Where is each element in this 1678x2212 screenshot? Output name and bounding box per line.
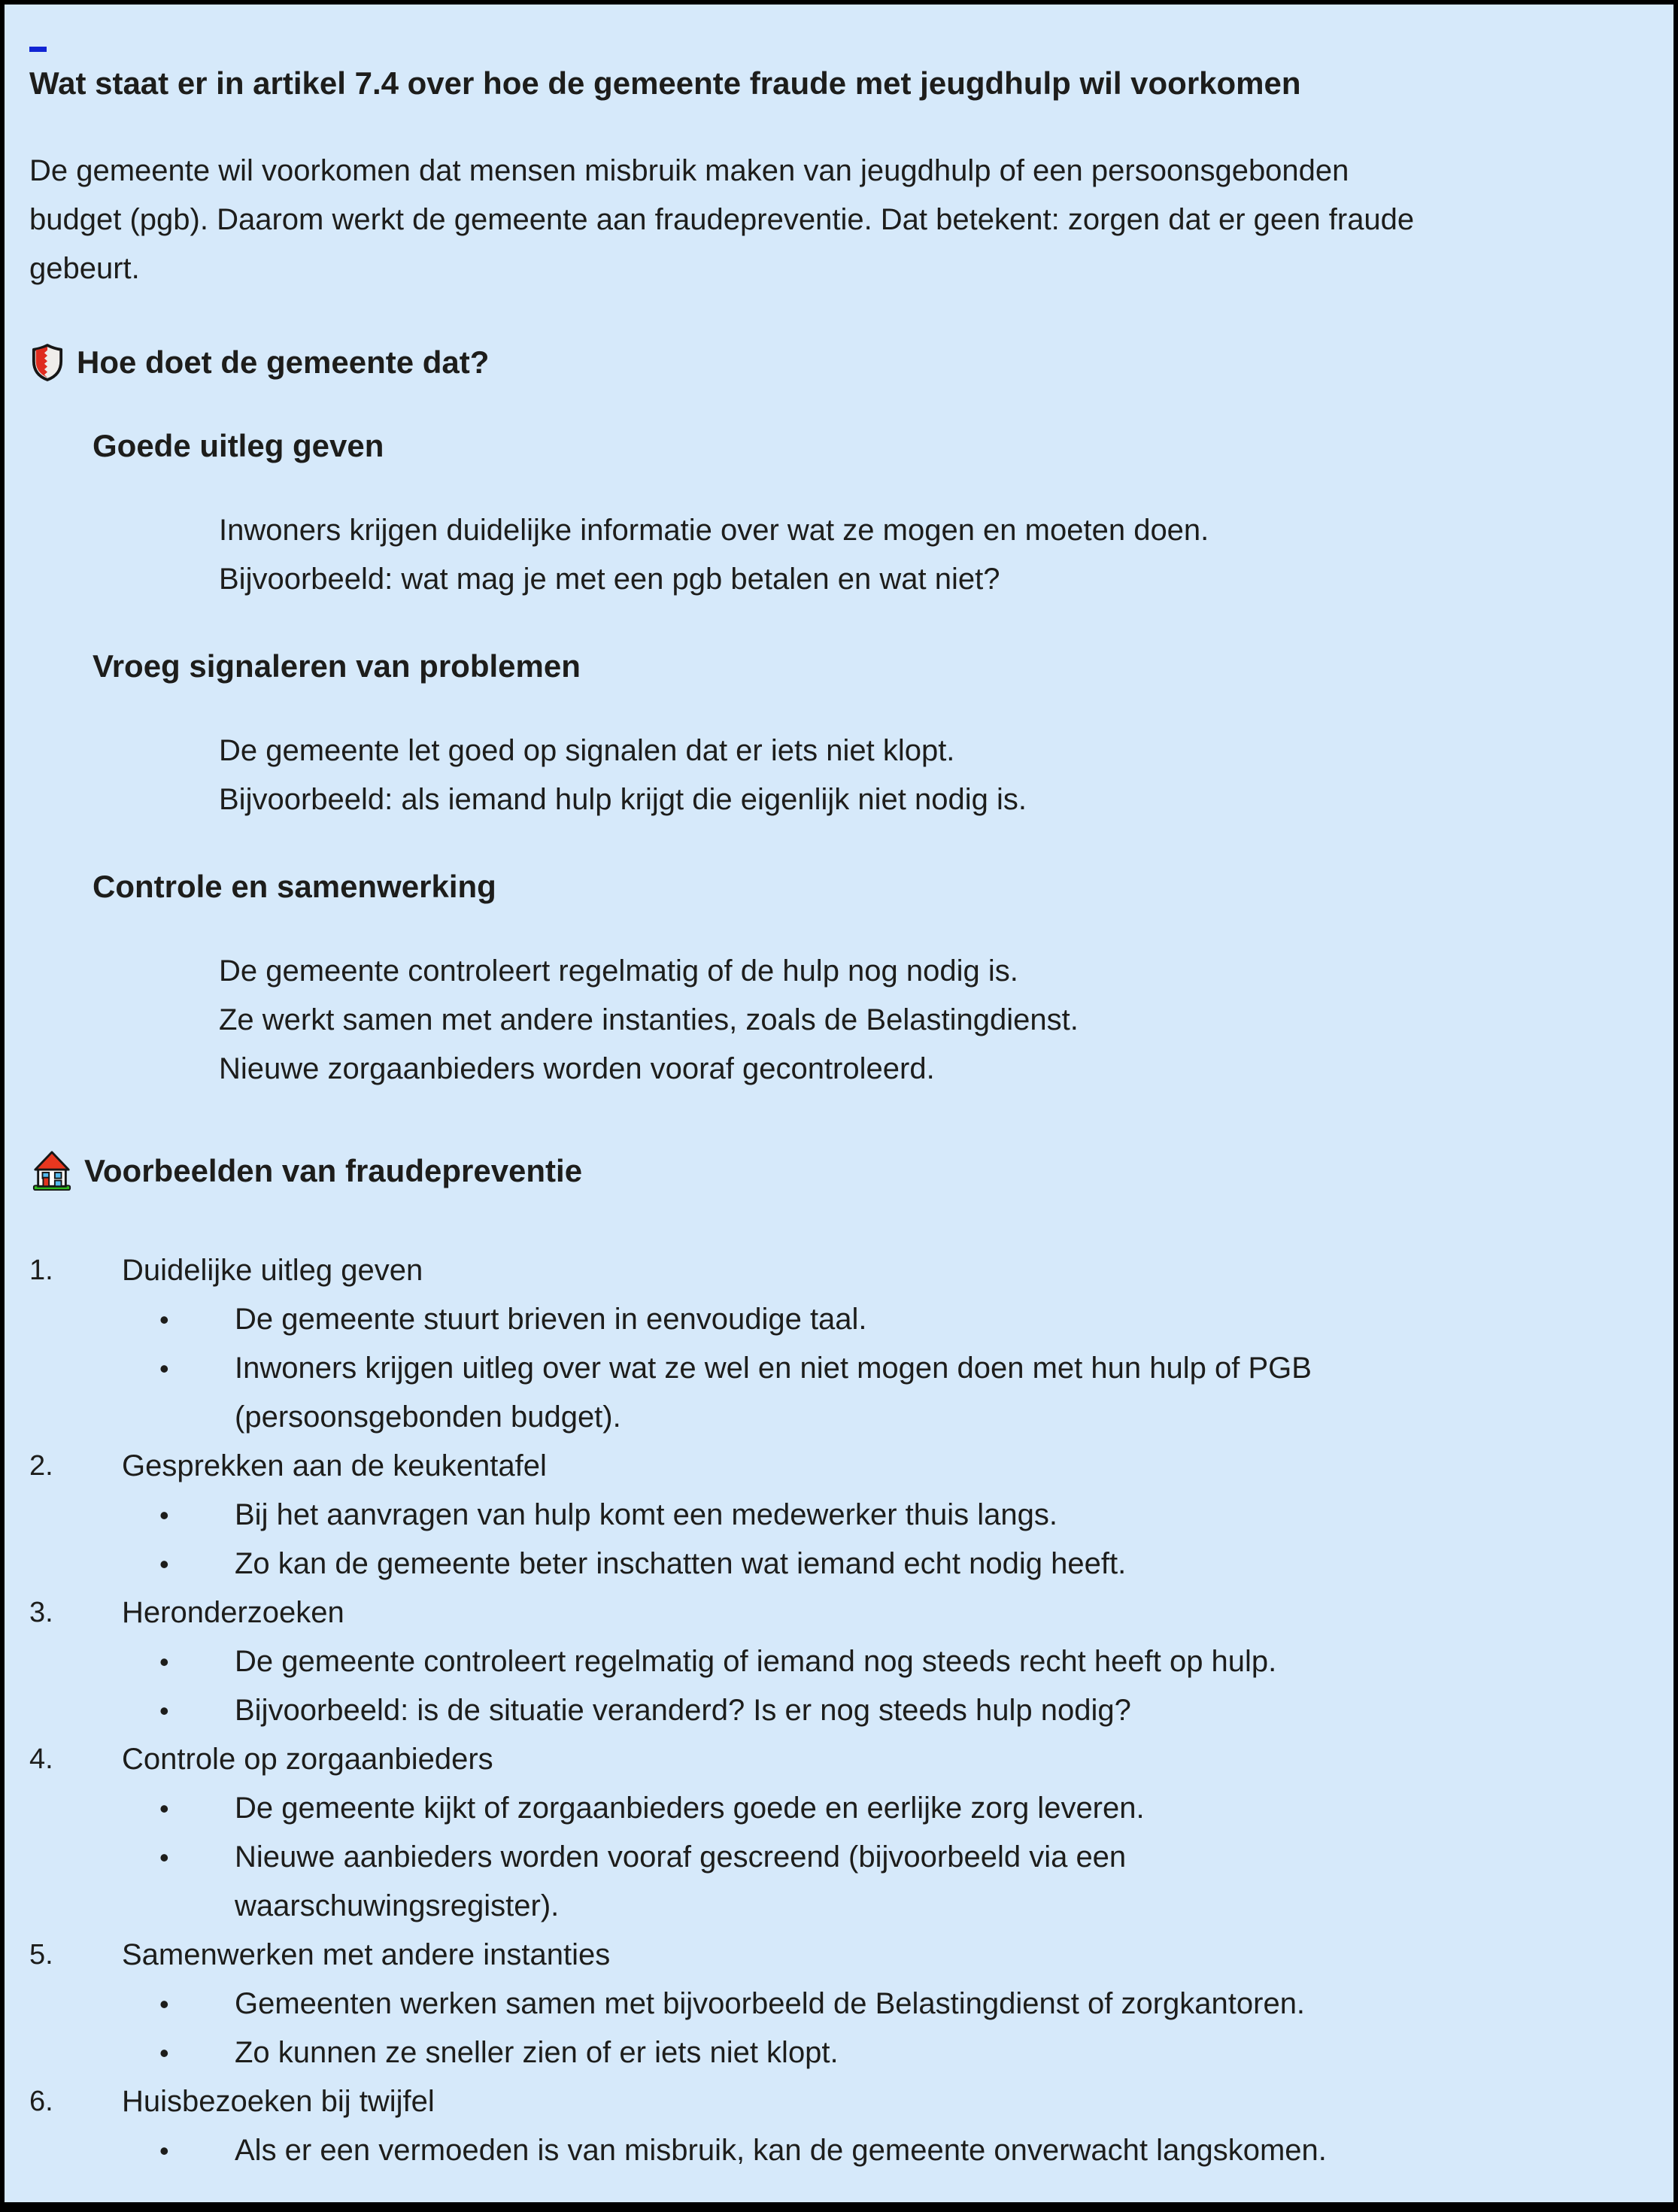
subsection-body (219, 727, 1628, 824)
subsection-body (219, 947, 1628, 1094)
bullet-row (5, 2028, 1673, 2077)
shield-icon (32, 344, 63, 381)
item-label: Gesprekken aan de keukentafel (122, 1449, 547, 1482)
how-section-heading (32, 341, 1673, 384)
how-heading-text: Hoe doet de gemeente dat? (77, 344, 490, 380)
intro-line: gebeurt. (29, 252, 140, 285)
item-number: 5. (29, 1939, 53, 1971)
bullet-text: Inwoners krijgen uitleg over wat ze wel en niet mogen doen met hun hulp of PGB (235, 1352, 1312, 1385)
bullet-text: Bij het aanvragen van hulp komt een medewerker thuis langs. (235, 1498, 1057, 1531)
subsection-body (219, 506, 1628, 604)
examples-list (5, 1246, 1673, 2175)
item-number: 1. (29, 1255, 53, 1286)
bullet-icon: • (159, 1304, 169, 1335)
list-item (5, 1246, 1673, 1295)
bullet-icon: • (159, 1646, 169, 1677)
list-item (5, 1442, 1673, 1491)
bullet-row (5, 1833, 1673, 1882)
bullet-text: Als er een vermoeden is van misbruik, kan de gemeente onverwacht langskomen. (235, 2134, 1327, 2167)
bullet-icon: • (159, 2135, 169, 2166)
bullet-icon: • (159, 1353, 169, 1384)
bullet-icon: • (159, 1842, 169, 1873)
bullet-text: De gemeente stuurt brieven in eenvoudige taal. (235, 1303, 867, 1336)
subsection-goede-uitleg (5, 421, 1673, 604)
bullet-text: Bijvoorbeeld: is de situatie veranderd? Is er nog steeds hulp nodig? (235, 1694, 1131, 1727)
body-line: De gemeente controleert regelmatig of de hulp nog nodig is. (219, 954, 1018, 988)
examples-heading-text: Voorbeelden van fraudepreventie (84, 1153, 583, 1188)
item-number: 4. (29, 1743, 53, 1775)
subsection-heading: Controle en samenwerking (93, 869, 496, 904)
bullet-icon: • (159, 1989, 169, 2019)
bullet-continuation-row (5, 1882, 1673, 1931)
bullet-row (5, 1686, 1673, 1735)
bullet-text: Gemeenten werken samen met bijvoorbeeld de Belastingdienst of zorgkantoren. (235, 1987, 1306, 2020)
list-item (5, 2077, 1673, 2126)
item-label: Controle op zorgaanbieders (122, 1743, 493, 1776)
list-item (5, 1735, 1673, 1784)
bullet-text: Zo kan de gemeente beter inschatten wat iemand echt nodig heeft. (235, 1547, 1127, 1580)
list-item (5, 1588, 1673, 1637)
bullet-continuation-row (5, 1393, 1673, 1442)
item-number: 3. (29, 1597, 53, 1628)
list-item (5, 1931, 1673, 1980)
bullet-icon: • (159, 1695, 169, 1726)
bullet-icon: • (159, 1549, 169, 1579)
subsection-controle-samenwerking (5, 862, 1673, 1094)
examples-section-heading (32, 1150, 1673, 1192)
bullet-row (5, 1295, 1673, 1344)
body-line: Bijvoorbeeld: wat mag je met een pgb betalen en wat niet? (219, 563, 1000, 596)
blue-dash (29, 47, 47, 52)
body-line: Ze werkt samen met andere instanties, zoals de Belastingdienst. (219, 1003, 1079, 1036)
bullet-icon: • (159, 1500, 169, 1531)
bullet-row (5, 1491, 1673, 1540)
bullet-text: De gemeente controleert regelmatig of iemand nog steeds recht heeft op hulp. (235, 1645, 1277, 1678)
intro-paragraph (29, 147, 1628, 293)
subsection-vroeg-signaleren (5, 642, 1673, 824)
item-label: Huisbezoeken bij twijfel (122, 2085, 435, 2118)
item-label: Duidelijke uitleg geven (122, 1254, 423, 1287)
body-line: Bijvoorbeeld: als iemand hulp krijgt die eigenlijk niet nodig is. (219, 783, 1027, 816)
intro-line: De gemeente wil voorkomen dat mensen misbruik maken van jeugdhulp of een persoonsgebonden (29, 154, 1349, 187)
house-icon (32, 1150, 72, 1192)
body-line: Inwoners krijgen duidelijke informatie over wat ze mogen en moeten doen. (219, 514, 1209, 547)
bullet-text: Zo kunnen ze sneller zien of er iets niet klopt. (235, 2036, 839, 2069)
item-label: Heronderzoeken (122, 1596, 344, 1629)
bullet-row (5, 2126, 1673, 2175)
subsection-heading: Vroeg signaleren van problemen (93, 648, 581, 684)
bullet-text-continuation: waarschuwingsregister). (235, 1889, 560, 1922)
bullet-icon: • (159, 2038, 169, 2068)
item-number: 2. (29, 1450, 53, 1482)
intro-line: budget (pgb). Daarom werkt de gemeente aan fraudepreventie. Dat betekent: zorgen dat er geen fraude (29, 203, 1415, 236)
bullet-row (5, 1344, 1673, 1393)
bullet-row (5, 1540, 1673, 1588)
bullet-text: De gemeente kijkt of zorgaanbieders goede en eerlijke zorg leveren. (235, 1792, 1145, 1825)
body-line: Nieuwe zorgaanbieders worden vooraf gecontroleerd. (219, 1052, 935, 1085)
bullet-row (5, 1637, 1673, 1686)
bullet-text-continuation: (persoonsgebonden budget). (235, 1400, 621, 1434)
page-title: Wat staat er in artikel 7.4 over hoe de gemeente fraude met jeugdhulp wil voorkomen (29, 65, 1301, 101)
bullet-icon: • (159, 1793, 169, 1824)
body-line: De gemeente let goed op signalen dat er iets niet klopt. (219, 734, 955, 767)
item-label: Samenwerken met andere instanties (122, 1938, 611, 1971)
bullet-text: Nieuwe aanbieders worden vooraf gescreend (bijvoorbeeld via een (235, 1840, 1127, 1874)
bullet-row (5, 1980, 1673, 2028)
item-number: 6. (29, 2086, 53, 2117)
subsection-heading: Goede uitleg geven (93, 428, 384, 463)
bullet-row (5, 1784, 1673, 1833)
